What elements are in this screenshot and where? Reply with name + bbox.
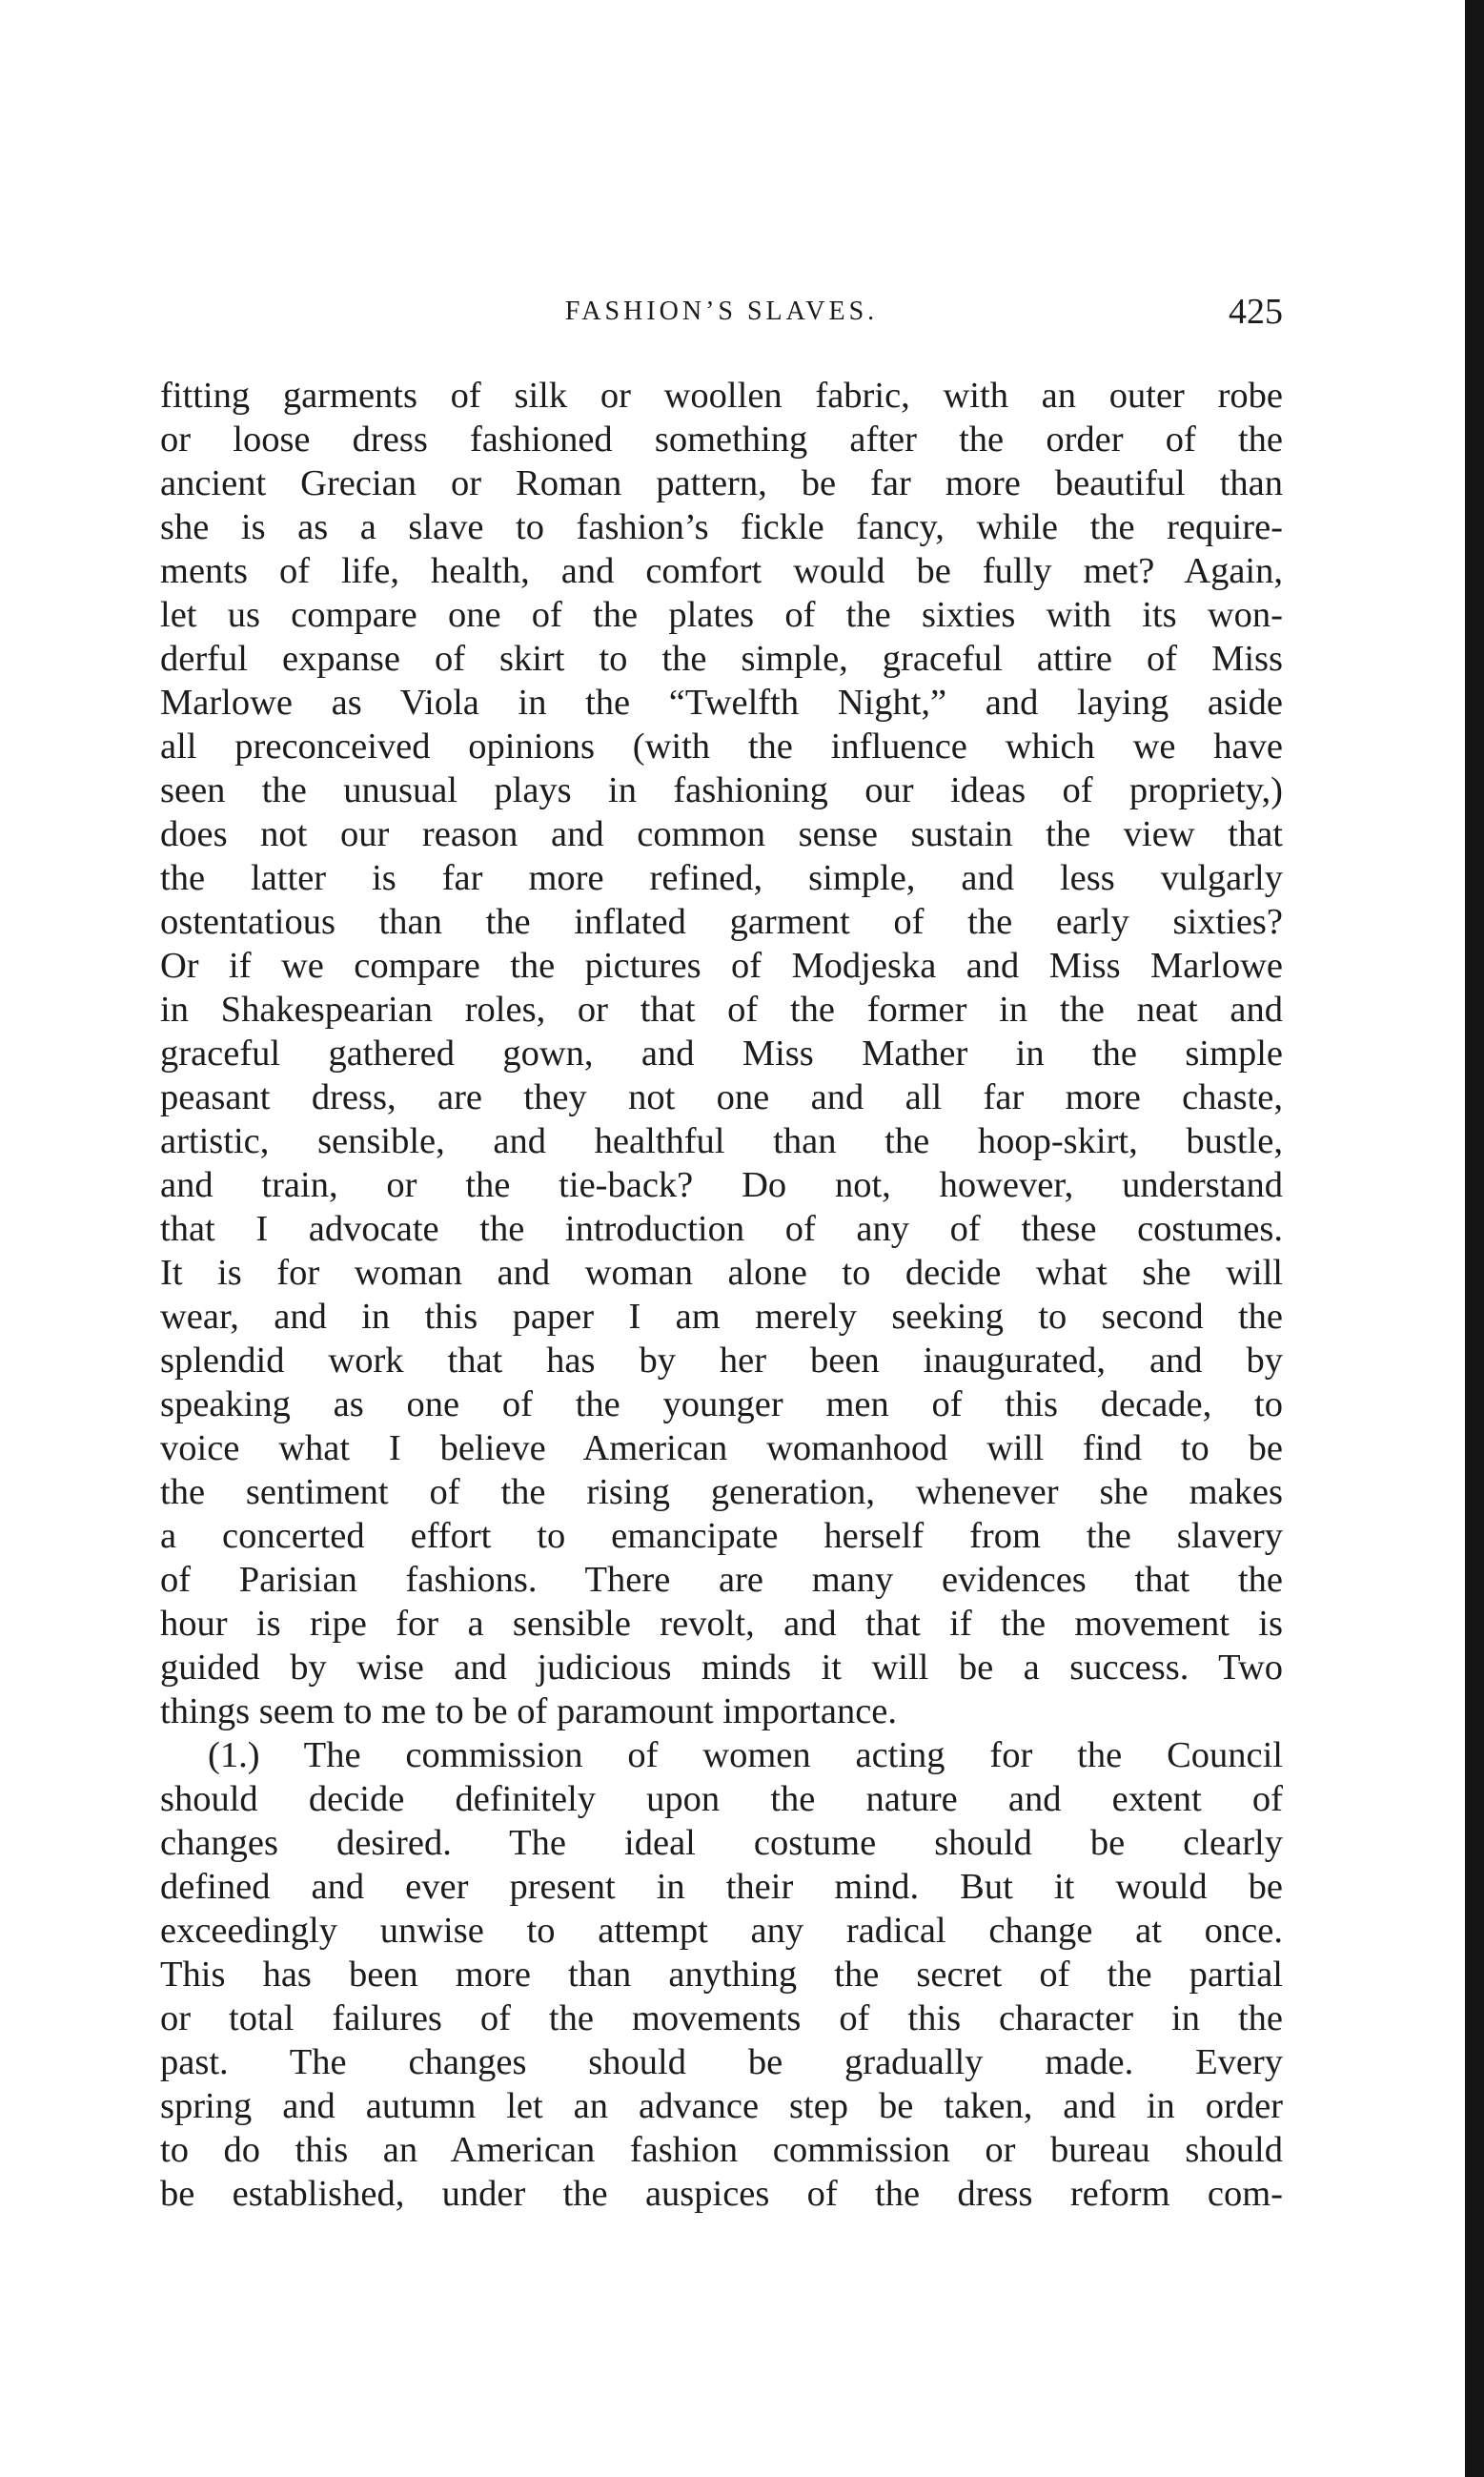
text-line: a concerted effort to emancipate herself from the slavery (160, 1516, 1283, 1556)
text-line: speaking as one of the younger men of this decade, to (160, 1384, 1283, 1424)
text-line: Marlowe as Viola in the “Twelfth Night,” and laying aside (160, 683, 1283, 723)
text-line: spring and autumn let an advance step be taken, and in order (160, 2086, 1283, 2126)
text-line: she is as a slave to fashion’s fickle fancy, while the require- (160, 507, 1283, 547)
body-text (160, 374, 1283, 2216)
text-line: does not our reason and common sense sustain the view that (160, 814, 1283, 854)
text-line: or total failures of the movements of this character in the (160, 1998, 1283, 2038)
page-header (160, 288, 1283, 336)
text-line: in Shakespearian roles, or that of the former in the neat and (160, 990, 1283, 1030)
text-line: let us compare one of the plates of the sixties with its won- (160, 595, 1283, 635)
text-line: artistic, sensible, and healthful than the hoop-skirt, bustle, (160, 1121, 1283, 1161)
text-line: to do this an American fashion commission or bureau should (160, 2130, 1283, 2170)
text-line: seen the unusual plays in fashioning our ideas of propriety,) (160, 770, 1283, 810)
text-line: wear, and in this paper I am merely seeking to second the (160, 1297, 1283, 1337)
text-line: exceedingly unwise to attempt any radical change at once. (160, 1911, 1283, 1951)
page-edge-shadow (1465, 0, 1484, 2477)
text-line: that I advocate the introduction of any of these costumes. (160, 1209, 1283, 1249)
running-title: FASHION’S SLAVES. (564, 297, 879, 326)
text-line: peasant dress, are they not one and all far more chaste, (160, 1077, 1283, 1117)
text-line: past. The changes should be gradually made. Every (160, 2042, 1283, 2082)
text-line: or loose dress fashioned something after the order of the (160, 420, 1283, 460)
text-line: changes desired. The ideal costume should be clearly (160, 1823, 1283, 1863)
text-line: This has been more than anything the secret of the partial (160, 1955, 1283, 1995)
text-line: ments of life, health, and comfort would be fully met? Again, (160, 551, 1283, 591)
text-line: guided by wise and judicious minds it will be a success. Two (160, 1648, 1283, 1688)
text-line: splendid work that has by her been inaugurated, and by (160, 1341, 1283, 1381)
text-line: ostentatious than the inflated garment of the early sixties? (160, 902, 1283, 942)
text-line: derful expanse of skirt to the simple, graceful attire of Miss (160, 639, 1283, 679)
text-line: should decide definitely upon the nature and extent of (160, 1779, 1283, 1819)
text-line: of Parisian fashions. There are many evidences that the (160, 1560, 1283, 1600)
text-line: all preconceived opinions (with the influence which we have (160, 727, 1283, 767)
text-line: voice what I believe American womanhood will find to be (160, 1428, 1283, 1468)
text-line: graceful gathered gown, and Miss Mather in the simple (160, 1034, 1283, 1074)
text-line: the latter is far more refined, simple, and less vulgarly (160, 858, 1283, 898)
text-line: defined and ever present in their mind. But it would be (160, 1867, 1283, 1907)
text-line: and train, or the tie-back? Do not, however, understand (160, 1165, 1283, 1205)
text-line: hour is ripe for a sensible revolt, and that if the movement is (160, 1604, 1283, 1644)
text-line: It is for woman and woman alone to decide what she will (160, 1253, 1283, 1293)
text-line: things seem to me to be of paramount importance. (160, 1691, 898, 1731)
text-line: Or if we compare the pictures of Modjeska and Miss Marlowe (160, 946, 1283, 986)
page-number: 425 (1229, 292, 1283, 332)
text-line: ancient Grecian or Roman pattern, be far more beautiful than (160, 463, 1283, 503)
text-line: the sentiment of the rising generation, whenever she makes (160, 1472, 1283, 1512)
text-line: (1.) The commission of women acting for the Council (208, 1735, 1283, 1775)
text-line: be established, under the auspices of the dress reform com- (160, 2174, 1283, 2214)
text-line: fitting garments of silk or woollen fabric, with an outer robe (160, 376, 1283, 416)
